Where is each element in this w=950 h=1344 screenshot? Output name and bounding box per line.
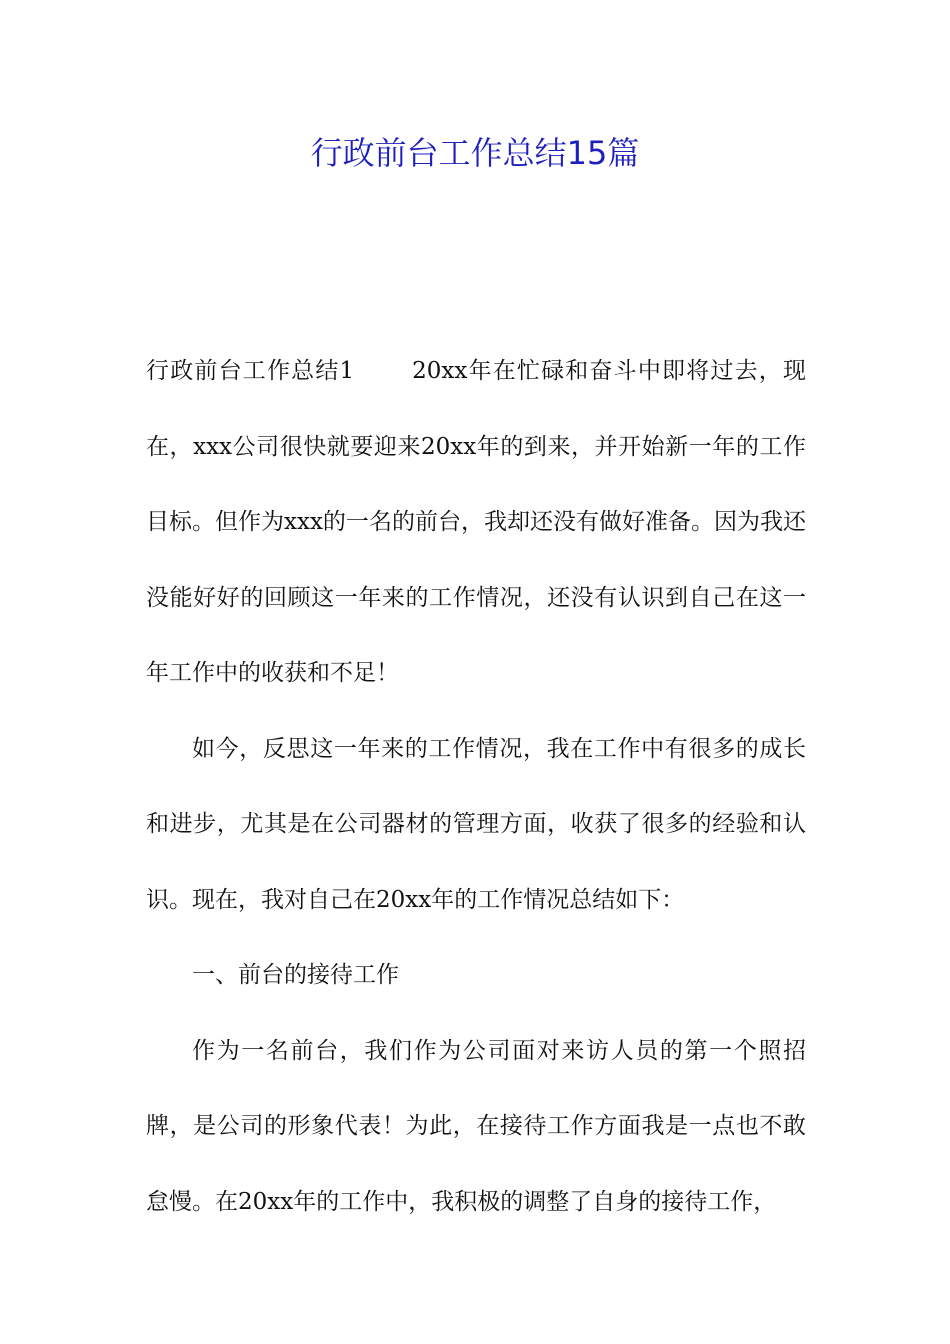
paragraph-2: 如今，反思这一年来的工作情况，我在工作中有很多的成长和进步，尤其是在公司器材的管理方面，收获了很多的经验和认识。现在，我对自己在20xx年的工作情况总结如下： (146, 735, 806, 913)
document-body (146, 334, 806, 1240)
paragraph-4: 作为一名前台，我们作为公司面对来访人员的第一个照招牌，是公司的形象代表！为此，在接待工作方面我是一点也不敢怠慢。在20xx年的工作中，我积极的调整了自身的接待工作， (146, 1037, 806, 1215)
document-title: 行政前台工作总结15篇 (310, 134, 640, 172)
subheading-reception: 一、前台的接待工作 (192, 962, 399, 988)
paragraph-intro (146, 334, 806, 712)
paragraph-1-text: 20xx年在忙碌和奋斗中即将过去，现在，xxx公司很快就要迎来20xx年的到来，并开始新一年的工作目标。但作为xxx的一名的前台，我却还没有做好准备。因为我还没能好好的回顾这一年来的工作情况，还没有认识到自己在这一年工作中的收获和不足！ (146, 358, 806, 686)
section-heading: 行政前台工作总结1 (146, 358, 355, 384)
